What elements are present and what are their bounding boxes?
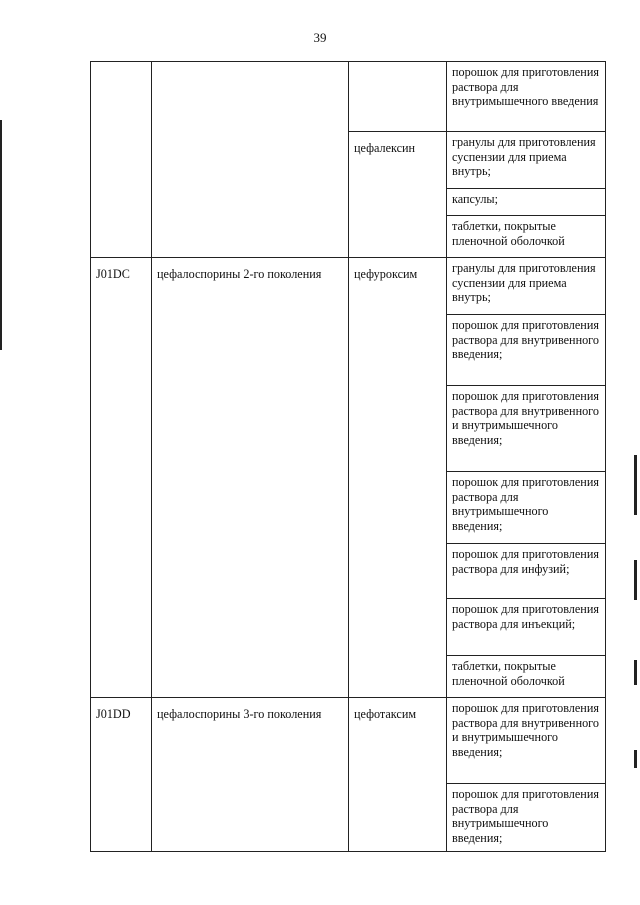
inn-cell: цефотаксим [349, 698, 447, 852]
inn-cell: цефуроксим [349, 258, 447, 698]
page-number: 39 [313, 30, 327, 45]
dosage-form-cell: гранулы для приготовления суспензии для приема внутрь; [447, 132, 606, 189]
dosage-form-cell: порошок для приготовления раствора для внутривенного и внутримышечного введения; [447, 698, 606, 784]
dosage-form-cell: таблетки, покрытые пленочной оболочкой [447, 656, 606, 698]
dosage-form-cell: порошок для приготовления раствора для инфузий; [447, 544, 606, 599]
table-row [91, 258, 606, 315]
table-row [91, 62, 606, 132]
scan-edge-mark [0, 120, 2, 350]
dosage-form-cell: порошок для приготовления раствора для внутривенного и внутримышечного введения; [447, 386, 606, 472]
group-name-cell [152, 62, 349, 258]
drug-table [90, 61, 606, 852]
inn-cell: цефалексин [349, 132, 447, 258]
dosage-form-cell: гранулы для приготовления суспензии для приема внутрь; [447, 258, 606, 315]
atc-code-cell: J01DC [91, 258, 152, 698]
table-row [91, 698, 606, 784]
inn-cell [349, 62, 447, 132]
scan-edge-mark [634, 660, 637, 685]
scan-edge-mark [634, 560, 637, 600]
scan-edge-mark [634, 750, 637, 768]
group-name-cell: цефалоспорины 3-го поколения [152, 698, 349, 852]
dosage-form-cell: капсулы; [447, 189, 606, 216]
scan-edge-mark [634, 455, 637, 515]
dosage-form-cell: порошок для приготовления раствора для внутривенного введения; [447, 315, 606, 386]
atc-code-cell: J01DD [91, 698, 152, 852]
dosage-form-cell: таблетки, покрытые пленочной оболочкой [447, 216, 606, 258]
dosage-form-cell: порошок для приготовления раствора для внутримышечного введения; [447, 472, 606, 544]
atc-code-cell [91, 62, 152, 258]
dosage-form-cell: порошок для приготовления раствора для внутримышечного введения [447, 62, 606, 132]
dosage-form-cell: порошок для приготовления раствора для внутримышечного введения; [447, 784, 606, 852]
dosage-form-cell: порошок для приготовления раствора для инъекций; [447, 599, 606, 656]
group-name-cell: цефалоспорины 2-го поколения [152, 258, 349, 698]
